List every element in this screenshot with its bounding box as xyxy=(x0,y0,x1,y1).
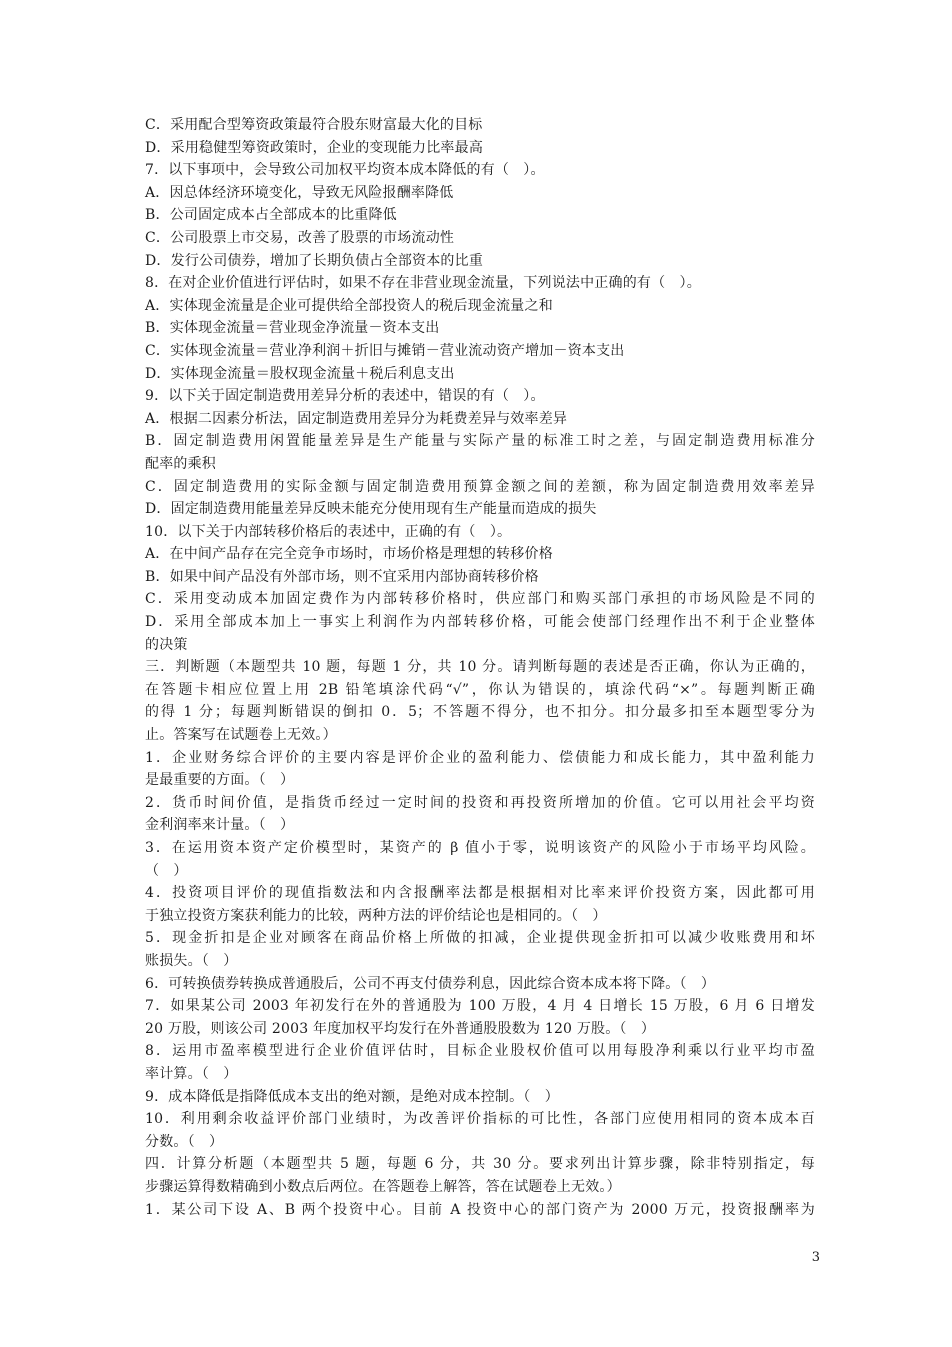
text-line: 的得 1 分；每题判断错误的倒扣 0．5；不答题不得分，也不扣分。扣分最多扣至本题型零分为 xyxy=(145,704,815,721)
text-line: C．采用变动成本加固定费作为内部转移价格时，供应部门和购买部门承担的市场风险是不同的 xyxy=(145,591,815,608)
text-line: 的决策 xyxy=(145,636,188,653)
text-line: 于独立投资方案获利能力的比较，两种方法的评价结论也是相同的。（ ） xyxy=(145,907,607,924)
text-line: 4．投资项目评价的现值指数法和内含报酬率法都是根据相对比率来评价投资方案，因此都可用 xyxy=(145,885,815,902)
text-line: D．实体现金流量＝股权现金流量＋税后利息支出 xyxy=(145,365,455,382)
text-line: 配率的乘积 xyxy=(145,455,216,472)
text-line: A．根据二因素分析法，固定制造费用差异分为耗费差异与效率差异 xyxy=(145,410,568,427)
section-heading-line: 三．判断题（本题型共 10 题，每题 1 分，共 10 分。请判断每题的表述是否正确，你认为正确的， xyxy=(145,659,815,676)
text-line: 9．成本降低是指降低成本支出的绝对额，是绝对成本控制。（ ） xyxy=(145,1088,559,1105)
text-line: 1．企业财务综合评价的主要内容是评价企业的盈利能力、偿债能力和成长能力，其中盈利能力 xyxy=(145,749,815,766)
text-line: 10．以下关于内部转移价格后的表述中，正确的有（ ）。 xyxy=(145,523,512,540)
text-line: 在答题卡相应位置上用 2B 铅笔填涂代码“√”，你认为错误的，填涂代码“×”。每题判断正确 xyxy=(145,681,815,698)
text-line: B．如果中间产品没有外部市场，则不宜采用内部协商转移价格 xyxy=(145,568,539,585)
text-line: B．实体现金流量＝营业现金净流量－资本支出 xyxy=(145,320,440,337)
text-line: D．固定制造费用能量差异反映未能充分使用现有生产能量而造成的损失 xyxy=(145,501,597,518)
page-number: 3 xyxy=(811,1250,820,1265)
text-line: 2．货币时间价值，是指货币经过一定时间的投资和再投资所增加的价值。它可以用社会平均资 xyxy=(145,794,815,811)
text-line: C．固定制造费用的实际金额与固定制造费用预算金额之间的差额，称为固定制造费用效率差异 xyxy=(145,478,815,495)
text-line: C．采用配合型筹资政策最符合股东财富最大化的目标 xyxy=(145,117,483,133)
text-line: 6．可转换债券转换成普通股后，公司不再支付债券利息，因此综合资本成本将下降。（ ） xyxy=(145,975,716,992)
text-line: 分数。（ ） xyxy=(145,1133,224,1150)
text-line: 20 万股，则该公司 2003 年度加权平均发行在外普通股股数为 120 万股。（ ） xyxy=(145,1020,656,1037)
text-line: A．因总体经济环境变化，导致无风险报酬率降低 xyxy=(145,184,454,201)
text-line: 率计算。（ ） xyxy=(145,1065,238,1082)
text-line: D．采用稳健型筹资政策时，企业的变现能力比率最高 xyxy=(145,139,484,156)
page-body-text xyxy=(145,114,815,1221)
text-line: 3．在运用资本资产定价模型时，某资产的 β 值小于零，说明该资产的风险小于市场平均风险。 xyxy=(145,840,815,856)
text-line: 9．以下关于固定制造费用差异分析的表述中，错误的有（ ）。 xyxy=(145,388,545,405)
section-heading-line: 四．计算分析题（本题型共 5 题，每题 6 分，共 30 分。要求列出计算步骤，除非特别指定，每 xyxy=(145,1156,815,1173)
text-line: B．公司固定成本占全部成本的比重降低 xyxy=(145,207,397,224)
text-line: D．发行公司债券，增加了长期负债占全部资本的比重 xyxy=(145,252,484,269)
text-line: 1．某公司下设 A、B 两个投资中心。目前 A 投资中心的部门资产为 2000 万元，投资报酬率为 xyxy=(145,1201,815,1218)
text-line: 7．如果某公司 2003 年初发行在外的普通股为 100 万股，4 月 4 日增长 15 万股，6 月 6 日增发 xyxy=(145,998,815,1015)
text-line: 7．以下事项中，会导致公司加权平均资本成本降低的有（ ）。 xyxy=(145,162,545,179)
text-line: 金利润率来计量。（ ） xyxy=(145,817,295,834)
text-line: C．公司股票上市交易，改善了股票的市场流动性 xyxy=(145,229,455,246)
text-line: A．在中间产品存在完全竞争市场时，市场价格是理想的转移价格 xyxy=(145,546,553,563)
text-line: 10．利用剩余收益评价部门业绩时，为改善评价指标的可比性，各部门应使用相同的资本成本百 xyxy=(145,1111,815,1128)
text-line: C．实体现金流量＝营业净利润＋折旧与摊销－营业流动资产增加－资本支出 xyxy=(145,342,625,359)
text-line: 是最重要的方面。（ ） xyxy=(145,772,295,789)
text-line: 账损失。（ ） xyxy=(145,952,238,969)
text-line: 8．运用市盈率模型进行企业价值评估时，目标企业股权价值可以用每股净利乘以行业平均市盈 xyxy=(145,1043,815,1060)
text-line: 8．在对企业价值进行评估时，如果不存在非营业现金流量，下列说法中正确的有（ ）。 xyxy=(145,275,701,292)
text-line: 5．现金折扣是企业对顾客在商品价格上所做的扣减，企业提供现金折扣可以减少收账费用和坏 xyxy=(145,930,815,947)
text-line: D．采用全部成本加上一事实上利润作为内部转移价格，可能会使部门经理作出不利于企业整体 xyxy=(145,614,815,631)
text-line: 止。答案写在试题卷上无效。） xyxy=(145,727,337,744)
text-line: B．固定制造费用闲置能量差异是生产能量与实际产量的标准工时之差，与固定制造费用标准分 xyxy=(145,433,815,450)
text-line: A．实体现金流量是企业可提供给全部投资人的税后现金流量之和 xyxy=(145,297,553,314)
text-line: （ ） xyxy=(145,862,188,879)
text-line: 步骤运算得数精确到小数点后两位。在答题卷上解答，答在试题卷上无效。） xyxy=(145,1178,621,1195)
